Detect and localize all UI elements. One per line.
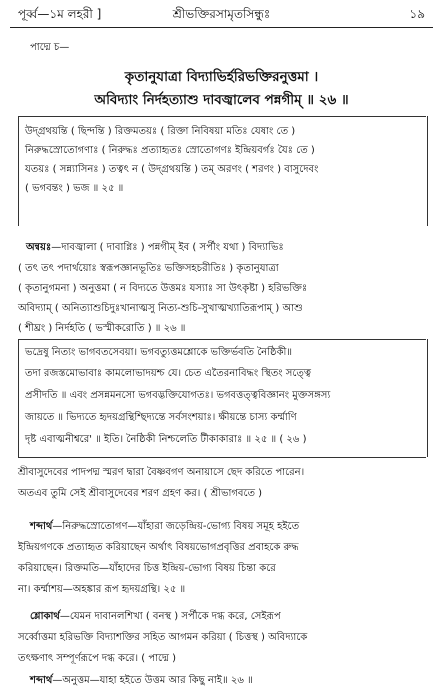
shlokartha-label: শ্লোকার্থ	[30, 611, 60, 622]
anvaya-line: ( শীঘ্রং ) নির্দহতি ( ভস্মীকরোতি ) ॥ ২৬ ॥	[18, 323, 186, 334]
commentary-line: ভদ্রেষু নিত্যং ভাগবতসেবয়া। ভগবত্যুত্তমশ্লোকে ভক্তির্ভবতি নৈষ্ঠিকী॥	[25, 347, 293, 358]
commentary-box-2	[18, 339, 428, 457]
shabdartha-2-line: শব্দার্থ—অনুত্তম—যাহা হইতে উত্তম আর কিছু নাই॥ ২৬ ॥	[30, 675, 253, 686]
anvaya-line: ( কৃতানুগমনা ) অনুত্তমা ( ন বিদ্যতে উত্তমঃ যস্যাঃ সা উৎকৃষ্টা ) হরিভক্তিঃ	[18, 283, 308, 294]
shlokartha-first-line: শ্লোকার্থ—যেমন দাবানলশিখা ( বনস্থ ) সর্পীকে দগ্ধ করে, সেইরূপ	[30, 611, 281, 622]
shabdartha-label: শব্দার্থ	[30, 521, 53, 532]
commentary-line: জায়তে ॥ ভিদ্যতে হৃদয়গ্রন্থিশ্ছিদ্যন্তে সর্বসংশয়াঃ। ক্ষীয়ন্তে চাস্য কর্ম্মাণি	[25, 412, 297, 423]
shabdartha-line: করিয়াছেন। রিক্তমতি—যাঁহাদের চিত্ত ইন্দ্রিয়-ভোগ্য বিষয় চিন্তা করে	[18, 563, 276, 574]
anvaya-line: অবিদ্যাম্ ( অনিত্যাশুচিদুঃখানাত্মসু নিত্য-শুচি-সুখাত্মখ্যাতিরূপাম্ ) আশু	[18, 303, 303, 314]
commentary-line: নিরুদ্ধস্রোতোগণাঃ ( নিরুদ্ধঃ প্রত্যাহৃতঃ স্রোতোগণঃ ইন্দ্রিয়বর্গঃ যৈঃ তে )	[25, 145, 315, 156]
translation-line: অতএব তুমি সেই শ্রীবাসুদেবের শরণ গ্রহণ কর। ( শ্রীভাগবতে )	[18, 488, 263, 499]
header-rule	[10, 27, 433, 28]
verse-line-2: অবিদ্যাং নির্দহত্যাশু দাবজ্বালেব পন্নগীম্ ॥ ২৬ ॥	[94, 92, 349, 108]
commentary-line: উদ্গ্রথয়ন্তি ( ছিন্দন্তি ) রিক্তমতয়ঃ ( রিক্তা নিবিষয়া মতিঃ যেষাং তে )	[25, 126, 296, 137]
anvaya-line: ( তৎ তৎ পদার্থয়োঃ স্বরূপজ্ঞানভূতিঃ ভক্তিসহচরীতিঃ ) কৃতানুযাত্রা	[18, 263, 279, 274]
shabdartha-line: না। কর্ম্মাশয়—অহঙ্কার রূপ হৃদয়গ্রন্থি। ২৫ ॥	[18, 584, 186, 595]
commentary-line: ( ভগবন্তং ) ভজ ॥ ২৫ ॥	[25, 183, 124, 194]
shabdartha-line: ইন্দ্রিয়গণকে প্রত্যাহৃত করিয়াছেন অর্থাৎ বিষয়ভোগপ্রবৃত্তির প্রবাহকে রুদ্ধ	[18, 542, 299, 553]
box2-bottom-rule	[18, 457, 426, 458]
shlokartha-line: সর্ব্বোত্তমা হরিভক্তি বিদ্যাশক্তির সহিত আগমন করিয়া ( চিত্তস্থ ) অবিদ্যাকে	[18, 632, 308, 643]
commentary-line: তদা রজস্তমোভাবাঃ কামলোভাদয়শ্চ যে। চেত এতৈরনাবিদ্ধং স্থিতং সত্ত্বে	[25, 368, 312, 379]
header-title: শ্রীভক্তিরসামৃতসিন্ধুঃ	[172, 7, 271, 21]
commentary-line: দৃষ্ট এবাত্মনীশ্বরে' ॥ ইতি। নৈষ্ঠিকী নিশ্চলেতি টীকাকারাঃ ॥ ২৫ ॥ ( ২৬ )	[25, 434, 307, 445]
verse-line-1: কৃতানুযাত্রা বিদ্যাভির্হরিভক্তিরনুত্তমা ।	[124, 69, 319, 85]
header-section: পূর্ব্ব—১ম লহরী ]	[18, 7, 102, 21]
shlokartha-line: তৎক্ষণাৎ সম্পূর্ণরূপে দগ্ধ করে। ( পাদ্মে )	[18, 653, 177, 664]
shabdartha-2-label: শব্দার্থ	[30, 675, 53, 686]
running-header	[0, 0, 443, 26]
commentary-box-1	[18, 116, 428, 226]
anvaya-first-line: অন্বয়ঃ—দাবজ্বালা ( দাবাগ্নিঃ ) পন্নগীম্ ইব ( সর্পীং যথা ) বিদ্যাভিঃ	[26, 242, 284, 253]
shabdartha-first-line: শব্দার্থ—নিরুদ্ধস্রোতোগণ—যাঁহারা জড়েন্দ্রিয়-ভোগ্য বিষয় সমূহ হইতে	[30, 521, 300, 532]
page-number: ১৯	[409, 7, 425, 21]
source-label: পাদ্মে চ—	[30, 42, 70, 53]
commentary-line: যতয়ঃ ( সন্ন্যাসিনঃ ) তত্বৎ ন ( উদ্গ্রথয়ন্তি ) তম্ অরণং ( শরণং ) বাসুদেবং	[25, 164, 319, 175]
commentary-line: প্রসীদতি ॥ এবং প্রসন্নমনসো ভগবদ্ভক্তিযোগতঃ। ভগবত্তত্ত্ববিজ্ঞানং মুক্তসঙ্গস্য	[25, 390, 331, 401]
anvaya-label: অন্বয়ঃ	[26, 242, 52, 253]
translation-line: শ্রীবাসুদেবের পাদপদ্ম স্মরণ দ্বারা বৈষ্ণবগণ অনায়াসে ছেদ করিতে পারেন।	[18, 467, 305, 478]
